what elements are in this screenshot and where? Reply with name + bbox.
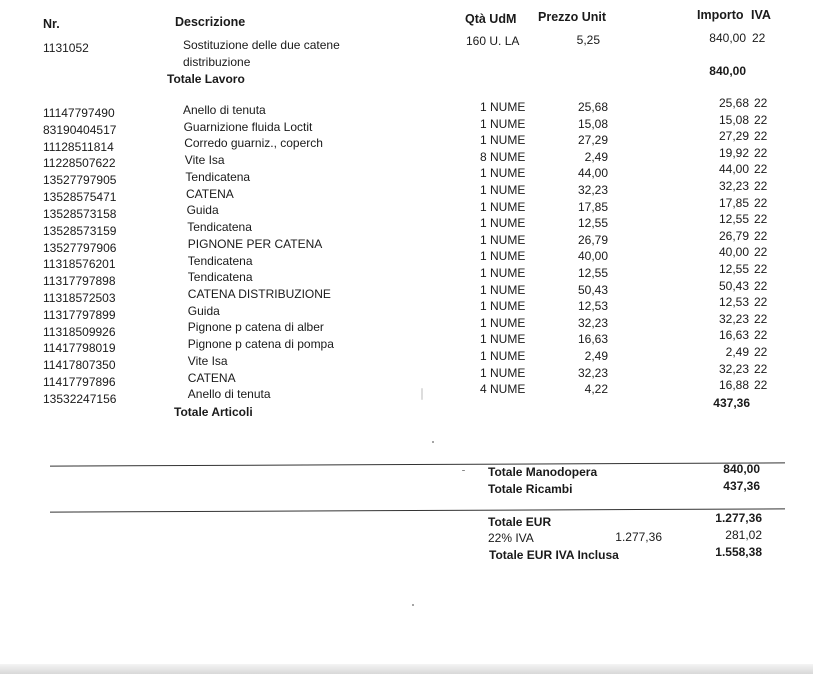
- article-unit-price: 44,00: [577, 166, 608, 181]
- article-description: CATENA DISTRIBUZIONE: [187, 286, 331, 301]
- article-description: Tendicatena: [185, 169, 251, 184]
- scan-speck: [412, 604, 414, 606]
- article-qty: 1 NUME: [480, 182, 526, 197]
- article-qty: 1 NUME: [480, 116, 526, 131]
- article-iva: 22: [754, 328, 768, 343]
- article-description: Tendicatena: [187, 220, 252, 235]
- article-description: Tendicatena: [187, 270, 253, 285]
- article-iva: 22: [754, 378, 768, 393]
- article-amount: 26,79: [718, 228, 749, 243]
- total-ricambi-value: 437,36: [723, 479, 760, 493]
- divider-line: [50, 508, 785, 512]
- article-iva: 22: [754, 261, 768, 276]
- scan-speck: [462, 470, 465, 471]
- labor-amount: 840,00: [709, 31, 746, 45]
- header-iva: IVA: [751, 8, 771, 22]
- article-amount: 44,00: [718, 162, 749, 177]
- article-unit-price: 25,68: [577, 100, 608, 114]
- article-iva: 22: [754, 129, 768, 144]
- article-code: 11317797899: [43, 307, 116, 322]
- article-description: Pignone p catena di alber: [187, 320, 324, 335]
- article-code: 13527797906: [43, 240, 117, 255]
- article-iva: 22: [754, 361, 768, 376]
- header-nr: Nr.: [43, 17, 60, 31]
- article-qty: 1 NUME: [480, 299, 526, 314]
- article-description: Anello di tenuta: [187, 387, 271, 402]
- article-description: Vite Isa: [187, 353, 228, 368]
- article-code: 11317797898: [43, 274, 116, 289]
- article-description: Guarnizione fluida Loctit: [183, 119, 313, 134]
- article-qty: 4 NUME: [480, 382, 526, 397]
- article-iva: 22: [754, 195, 768, 210]
- article-qty: 1 NUME: [480, 265, 526, 280]
- article-qty: 1 NUME: [480, 365, 526, 380]
- article-unit-price: 2,49: [584, 348, 608, 363]
- article-amount: 32,23: [718, 361, 749, 376]
- article-unit-price: 2,49: [584, 149, 608, 164]
- article-unit-price: 32,23: [577, 365, 608, 380]
- article-unit-price: 4,22: [584, 382, 608, 397]
- article-unit-price: 16,63: [577, 332, 608, 347]
- total-incl-label: Totale EUR IVA Inclusa: [489, 548, 619, 562]
- article-qty: 1 NUME: [480, 100, 526, 114]
- labor-description-line2: distribuzione: [183, 55, 251, 69]
- article-iva: 22: [754, 145, 768, 160]
- article-description: PIGNONE PER CATENA: [187, 236, 323, 251]
- article-amount: 27,29: [718, 129, 749, 144]
- article-description: CATENA: [186, 186, 234, 201]
- article-code: 11318509926: [43, 324, 116, 339]
- article-description: CATENA: [187, 370, 236, 385]
- total-eur-label: Totale EUR: [488, 515, 552, 529]
- article-amount: 40,00: [718, 245, 749, 260]
- article-code: 11128511814: [43, 139, 114, 154]
- article-iva: 22: [754, 96, 768, 110]
- iva-value: 281,02: [725, 528, 762, 542]
- scan-speck: [432, 441, 434, 443]
- article-unit-price: 15,08: [577, 116, 608, 131]
- article-unit-price: 27,29: [577, 133, 608, 148]
- article-code: 13528573159: [43, 223, 117, 238]
- article-unit-price: 12,55: [577, 265, 608, 280]
- article-description: Corredo guarniz., coperch: [184, 136, 323, 151]
- article-qty: 1 NUME: [480, 133, 526, 148]
- labor-qty: 160 U. LA: [466, 34, 520, 48]
- article-description: Tendicatena: [187, 253, 253, 268]
- labor-total-label: Totale Lavoro: [167, 72, 245, 86]
- article-iva: 22: [754, 212, 768, 227]
- article-iva: 22: [754, 344, 768, 359]
- article-code: 83190404517: [43, 122, 117, 137]
- scan-edge: [0, 664, 813, 674]
- article-unit-price: 17,85: [577, 199, 608, 214]
- article-code: 11318576201: [43, 257, 116, 272]
- article-amount: 12,55: [718, 261, 749, 276]
- article-amount: 16,63: [718, 328, 749, 343]
- article-qty: 1 NUME: [480, 199, 526, 214]
- article-code: 13532247156: [43, 391, 117, 406]
- article-qty: 1 NUME: [480, 315, 526, 330]
- article-unit-price: 32,23: [577, 182, 608, 197]
- article-code: 11147797490: [43, 106, 115, 120]
- divider-line: [50, 462, 785, 466]
- article-amount: 19,92: [718, 145, 749, 160]
- articles-total-label: Totale Articoli: [174, 405, 253, 419]
- article-code: 13528573158: [43, 206, 117, 221]
- article-code: 11318572503: [43, 290, 116, 305]
- article-qty: 1 NUME: [480, 348, 526, 363]
- article-unit-price: 32,23: [577, 315, 608, 330]
- article-amount: 12,55: [718, 212, 749, 227]
- article-iva: 22: [754, 162, 768, 177]
- article-amount: 2,49: [725, 344, 749, 359]
- iva-base: 1.277,36: [615, 530, 662, 544]
- article-qty: 1 NUME: [480, 249, 526, 264]
- iva-label: 22% IVA: [488, 531, 534, 545]
- article-description: Anello di tenuta: [183, 103, 266, 117]
- article-amount: 12,53: [718, 295, 749, 310]
- article-unit-price: 40,00: [577, 249, 608, 264]
- article-code: 13528575471: [43, 190, 117, 205]
- article-amount: 50,43: [718, 278, 749, 293]
- article-description: Vite Isa: [184, 153, 225, 168]
- article-code: 11417807350: [43, 358, 116, 373]
- header-prezzo-unit: Prezzo Unit: [538, 10, 607, 24]
- article-amount: 15,08: [718, 112, 749, 127]
- article-description: Pignone p catena di pompa: [187, 337, 334, 352]
- labor-iva: 22: [752, 31, 766, 45]
- article-iva: 22: [754, 228, 768, 243]
- article-unit-price: 12,55: [577, 216, 608, 231]
- article-iva: 22: [754, 278, 768, 293]
- article-description: Guida: [186, 203, 219, 218]
- article-description: Guida: [187, 303, 220, 318]
- total-eur-value: 1.277,36: [715, 511, 762, 525]
- article-code: 11417798019: [43, 341, 116, 356]
- article-iva: 22: [754, 311, 768, 326]
- article-qty: 1 NUME: [480, 166, 526, 181]
- total-manodopera-label: Totale Manodopera: [488, 465, 598, 479]
- labor-description-line1: Sostituzione delle due catene: [183, 38, 340, 52]
- labor-total-value: 840,00: [709, 64, 746, 78]
- header-qta-udm: Qtà UdM: [465, 12, 517, 26]
- articles-total-value: 437,36: [713, 396, 750, 410]
- total-incl-value: 1.558,38: [715, 545, 762, 559]
- article-iva: 22: [754, 295, 768, 310]
- total-ricambi-label: Totale Ricambi: [488, 482, 573, 496]
- article-unit-price: 50,43: [577, 282, 608, 297]
- article-qty: 8 NUME: [480, 149, 526, 164]
- header-importo: Importo: [697, 8, 744, 22]
- article-amount: 25,68: [718, 96, 749, 110]
- article-code: 11228507622: [43, 156, 116, 171]
- article-amount: 17,85: [718, 195, 749, 210]
- total-manodopera-value: 840,00: [723, 462, 760, 476]
- article-code: 13527797905: [43, 173, 117, 188]
- article-amount: 32,23: [718, 311, 749, 326]
- article-qty: 1 NUME: [480, 232, 526, 247]
- article-iva: 22: [754, 178, 768, 193]
- article-qty: 1 NUME: [480, 216, 526, 231]
- article-amount: 16,88: [718, 378, 749, 393]
- article-qty: 1 NUME: [480, 332, 526, 347]
- article-qty: 1 NUME: [480, 282, 526, 297]
- article-code: 11417797896: [43, 375, 116, 390]
- article-unit-price: 12,53: [577, 299, 608, 314]
- labor-unit-price: 5,25: [576, 33, 600, 47]
- labor-code: 1131052: [43, 41, 89, 55]
- article-unit-price: 26,79: [577, 232, 608, 247]
- scan-speck: [421, 388, 423, 400]
- article-iva: 22: [754, 245, 768, 260]
- header-descrizione: Descrizione: [175, 15, 246, 29]
- article-amount: 32,23: [718, 178, 749, 193]
- article-iva: 22: [754, 112, 768, 127]
